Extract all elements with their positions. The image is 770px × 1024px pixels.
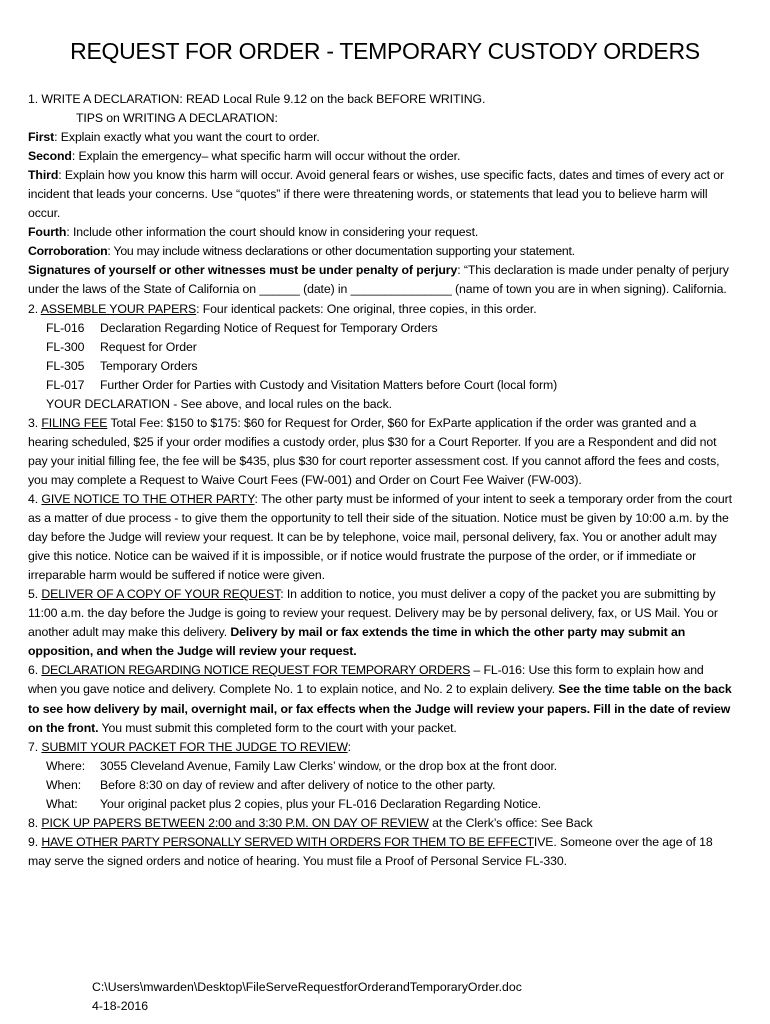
section-2-text: : Four identical packets: One original, three copies, in this order. xyxy=(196,301,537,316)
section-2-number: 2. xyxy=(28,301,41,316)
section-4 xyxy=(28,490,734,585)
tip-third-label: Third xyxy=(28,168,59,183)
tip-fourth-text: : Include other information the court should know in considering your request. xyxy=(66,225,479,240)
section-7-number: 7. xyxy=(28,739,42,754)
submit-row-label: When: xyxy=(46,777,82,792)
section-5-heading: DELIVER OF A COPY OF YOUR REQUEST xyxy=(41,587,281,602)
section-8-heading: PICK UP PAPERS BETWEEN 2:00 and 3:30 P.M. ON DAY OF REVIEW xyxy=(41,815,429,830)
section-1-heading: 1. WRITE A DECLARATION: READ Local Rule 9.12 on the back BEFORE WRITING. xyxy=(28,92,486,106)
submit-row-label: Where: xyxy=(46,758,86,773)
tip-signatures-text: : “This declaration is made under penalty of perjury under the laws of the State of California on ______ (date) in _______________ (name of town you are in when signing). California. xyxy=(28,263,729,297)
submit-where-row xyxy=(28,757,734,776)
section-5-bold-text: Delivery by mail or fax extends the time in which the other party may submit an opposition, and when the Judge will review your request. xyxy=(28,625,686,659)
tip-second-label: Second xyxy=(28,149,72,164)
section-5 xyxy=(28,585,734,661)
tip-first-text: : Explain exactly what you want the court to order. xyxy=(54,130,320,145)
section-8 xyxy=(28,814,734,833)
submit-row-text: Your original packet plus 2 copies, plus your FL-016 Declaration Regarding Notice. xyxy=(100,796,542,811)
form-code: FL-300 xyxy=(46,339,85,354)
section-3-heading: FILING FEE xyxy=(41,415,108,430)
section-6-bold-text: See the time table on the back to see how delivery by mail, overnight mail, or fax effects when the Judge will review your papers. Fill in the date of review on the front. xyxy=(28,682,732,735)
section-4-number: 4. xyxy=(28,491,42,506)
section-9-text: IVE. Someone over the age of 18 may serve the signed orders and notice of hearing. You must file a Proof of Personal Service FL-330. xyxy=(28,834,713,868)
page-title: REQUEST FOR ORDER - TEMPORARY CUSTODY ORDERS xyxy=(70,38,700,64)
section-6-text: – FL-016: Use this form to explain how and when you gave notice and delivery. Complete No. 1 to explain notice, and No. 2 to explain delivery. xyxy=(28,663,704,697)
section-2 xyxy=(28,300,734,319)
section-6-number: 6. xyxy=(28,663,42,678)
section-6 xyxy=(28,661,734,737)
section-8-text: at the Clerk’s office: See Back xyxy=(428,815,593,830)
form-desc: Declaration Regarding Notice of Request for Temporary Orders xyxy=(100,320,438,335)
your-declaration-item: YOUR DECLARATION - See above, and local rules on the back. xyxy=(46,396,392,411)
submit-when-row xyxy=(28,776,734,795)
section-4-heading: GIVE NOTICE TO THE OTHER PARTY xyxy=(41,491,255,506)
tip-fourth xyxy=(28,223,734,242)
document-body xyxy=(28,90,734,871)
footer-date: 4-18-2016 xyxy=(92,999,149,1013)
section-7-colon: : xyxy=(347,739,351,754)
document-footer xyxy=(92,978,522,1016)
tip-corroboration xyxy=(28,242,734,261)
tip-first xyxy=(28,128,734,147)
submit-row-text: Before 8:30 on day of review and after delivery of notice to the other party. xyxy=(100,777,496,792)
form-item xyxy=(28,319,734,338)
tips-heading: TIPS on WRITING A DECLARATION: xyxy=(76,111,278,126)
tip-signatures xyxy=(28,261,734,299)
section-7 xyxy=(28,738,734,757)
section-6-tail: You must submit this completed form to the court with your packet. xyxy=(98,720,457,735)
form-item xyxy=(28,357,734,376)
form-desc: Request for Order xyxy=(100,339,197,354)
tip-second-text: : Explain the emergency– what specific harm will occur without the order. xyxy=(71,149,461,164)
submit-row-text: 3055 Cleveland Avenue, Family Law Clerks’ window, or the drop box at the front door. xyxy=(100,758,558,773)
footer-file-path: C:\Users\mwarden\Desktop\FileServeRequestforOrderandTemporaryOrder.doc xyxy=(92,980,522,994)
tip-first-label: First xyxy=(28,130,55,145)
tip-signatures-label: Signatures of yourself or other witnesses must be under penalty of perjury xyxy=(28,263,458,278)
section-7-heading: SUBMIT YOUR PACKET FOR THE JUDGE TO REVIEW xyxy=(41,739,348,754)
tip-corroboration-text: : You may include witness declarations or other documentation supporting your statement. xyxy=(107,244,575,259)
section-3-number: 3. xyxy=(28,415,42,430)
section-5-number: 5. xyxy=(28,587,42,602)
form-desc: Further Order for Parties with Custody and Visitation Matters before Court (local form) xyxy=(100,377,558,392)
submit-what-row xyxy=(28,795,734,814)
section-8-number: 8. xyxy=(28,815,42,830)
section-9-number: 9. xyxy=(28,834,42,849)
section-2-heading: ASSEMBLE YOUR PAPERS xyxy=(40,301,197,316)
form-item xyxy=(28,338,734,357)
section-6-heading: DECLARATION REGARDING NOTICE REQUEST FOR TEMPORARY ORDERS xyxy=(41,663,471,678)
tip-second xyxy=(28,147,734,166)
tip-third xyxy=(28,166,734,223)
tip-third-text: : Explain how you know this harm will occur. Avoid general fears or wishes, use specific facts, dates and times of every act or incident that leads your concerns. Use “quotes” if there were threatening words, or statements that lead you to believe harm will occur. xyxy=(28,168,725,221)
form-code: FL-305 xyxy=(46,358,85,373)
form-item xyxy=(28,376,734,395)
section-9-heading: HAVE OTHER PARTY PERSONALLY SERVED WITH ORDERS FOR THEM TO BE EFFECT xyxy=(41,834,534,849)
tip-corroboration-label: Corroboration xyxy=(28,244,108,259)
form-code: FL-016 xyxy=(46,320,85,335)
section-5-text: : In addition to notice, you must deliver a copy of the packet you are submitting by 11:00 a.m. the day before the Judge is going to review your request. Delivery may be by personal delivery, fax, or US Mail. You or another adult may make this delivery. xyxy=(28,587,718,640)
form-desc: Temporary Orders xyxy=(100,358,198,373)
form-code: FL-017 xyxy=(46,377,85,392)
section-3-text: Total Fee: $150 to $175: $60 for Request for Order, $60 for ExParte application if the order was granted and a hearing scheduled, $25 if your order modifies a custody order, plus $30 for a Court Reporter. If you are a Respondent and did not pay your initial filling fee, the fee will be $435, plus $30 for court reporter assessment cost. If you cannot afford the fees and costs, you may complete a Request to Waive Court Fees (FW-001) and Order on Court Fee Waiver (FW-003). xyxy=(28,415,720,487)
tip-fourth-label: Fourth xyxy=(28,225,67,240)
submit-row-label: What: xyxy=(46,796,78,811)
section-3 xyxy=(28,414,734,490)
section-9 xyxy=(28,833,734,871)
section-4-text: : The other party must be informed of your intent to seek a temporary order from the court as a matter of due process - to give them the opportunity to tell their side of the situation. Notice must be given by 10:00 a.m. by the day before the Judge will review your request. It can be by telephone, voice mail, personal delivery, fax. You or another adult may give this notice. Notice can be waived if it is impossible, or if notice would frustrate the purpose of the order, or if immediate or irreparable harm would be suffered if notice were given. xyxy=(28,491,732,583)
